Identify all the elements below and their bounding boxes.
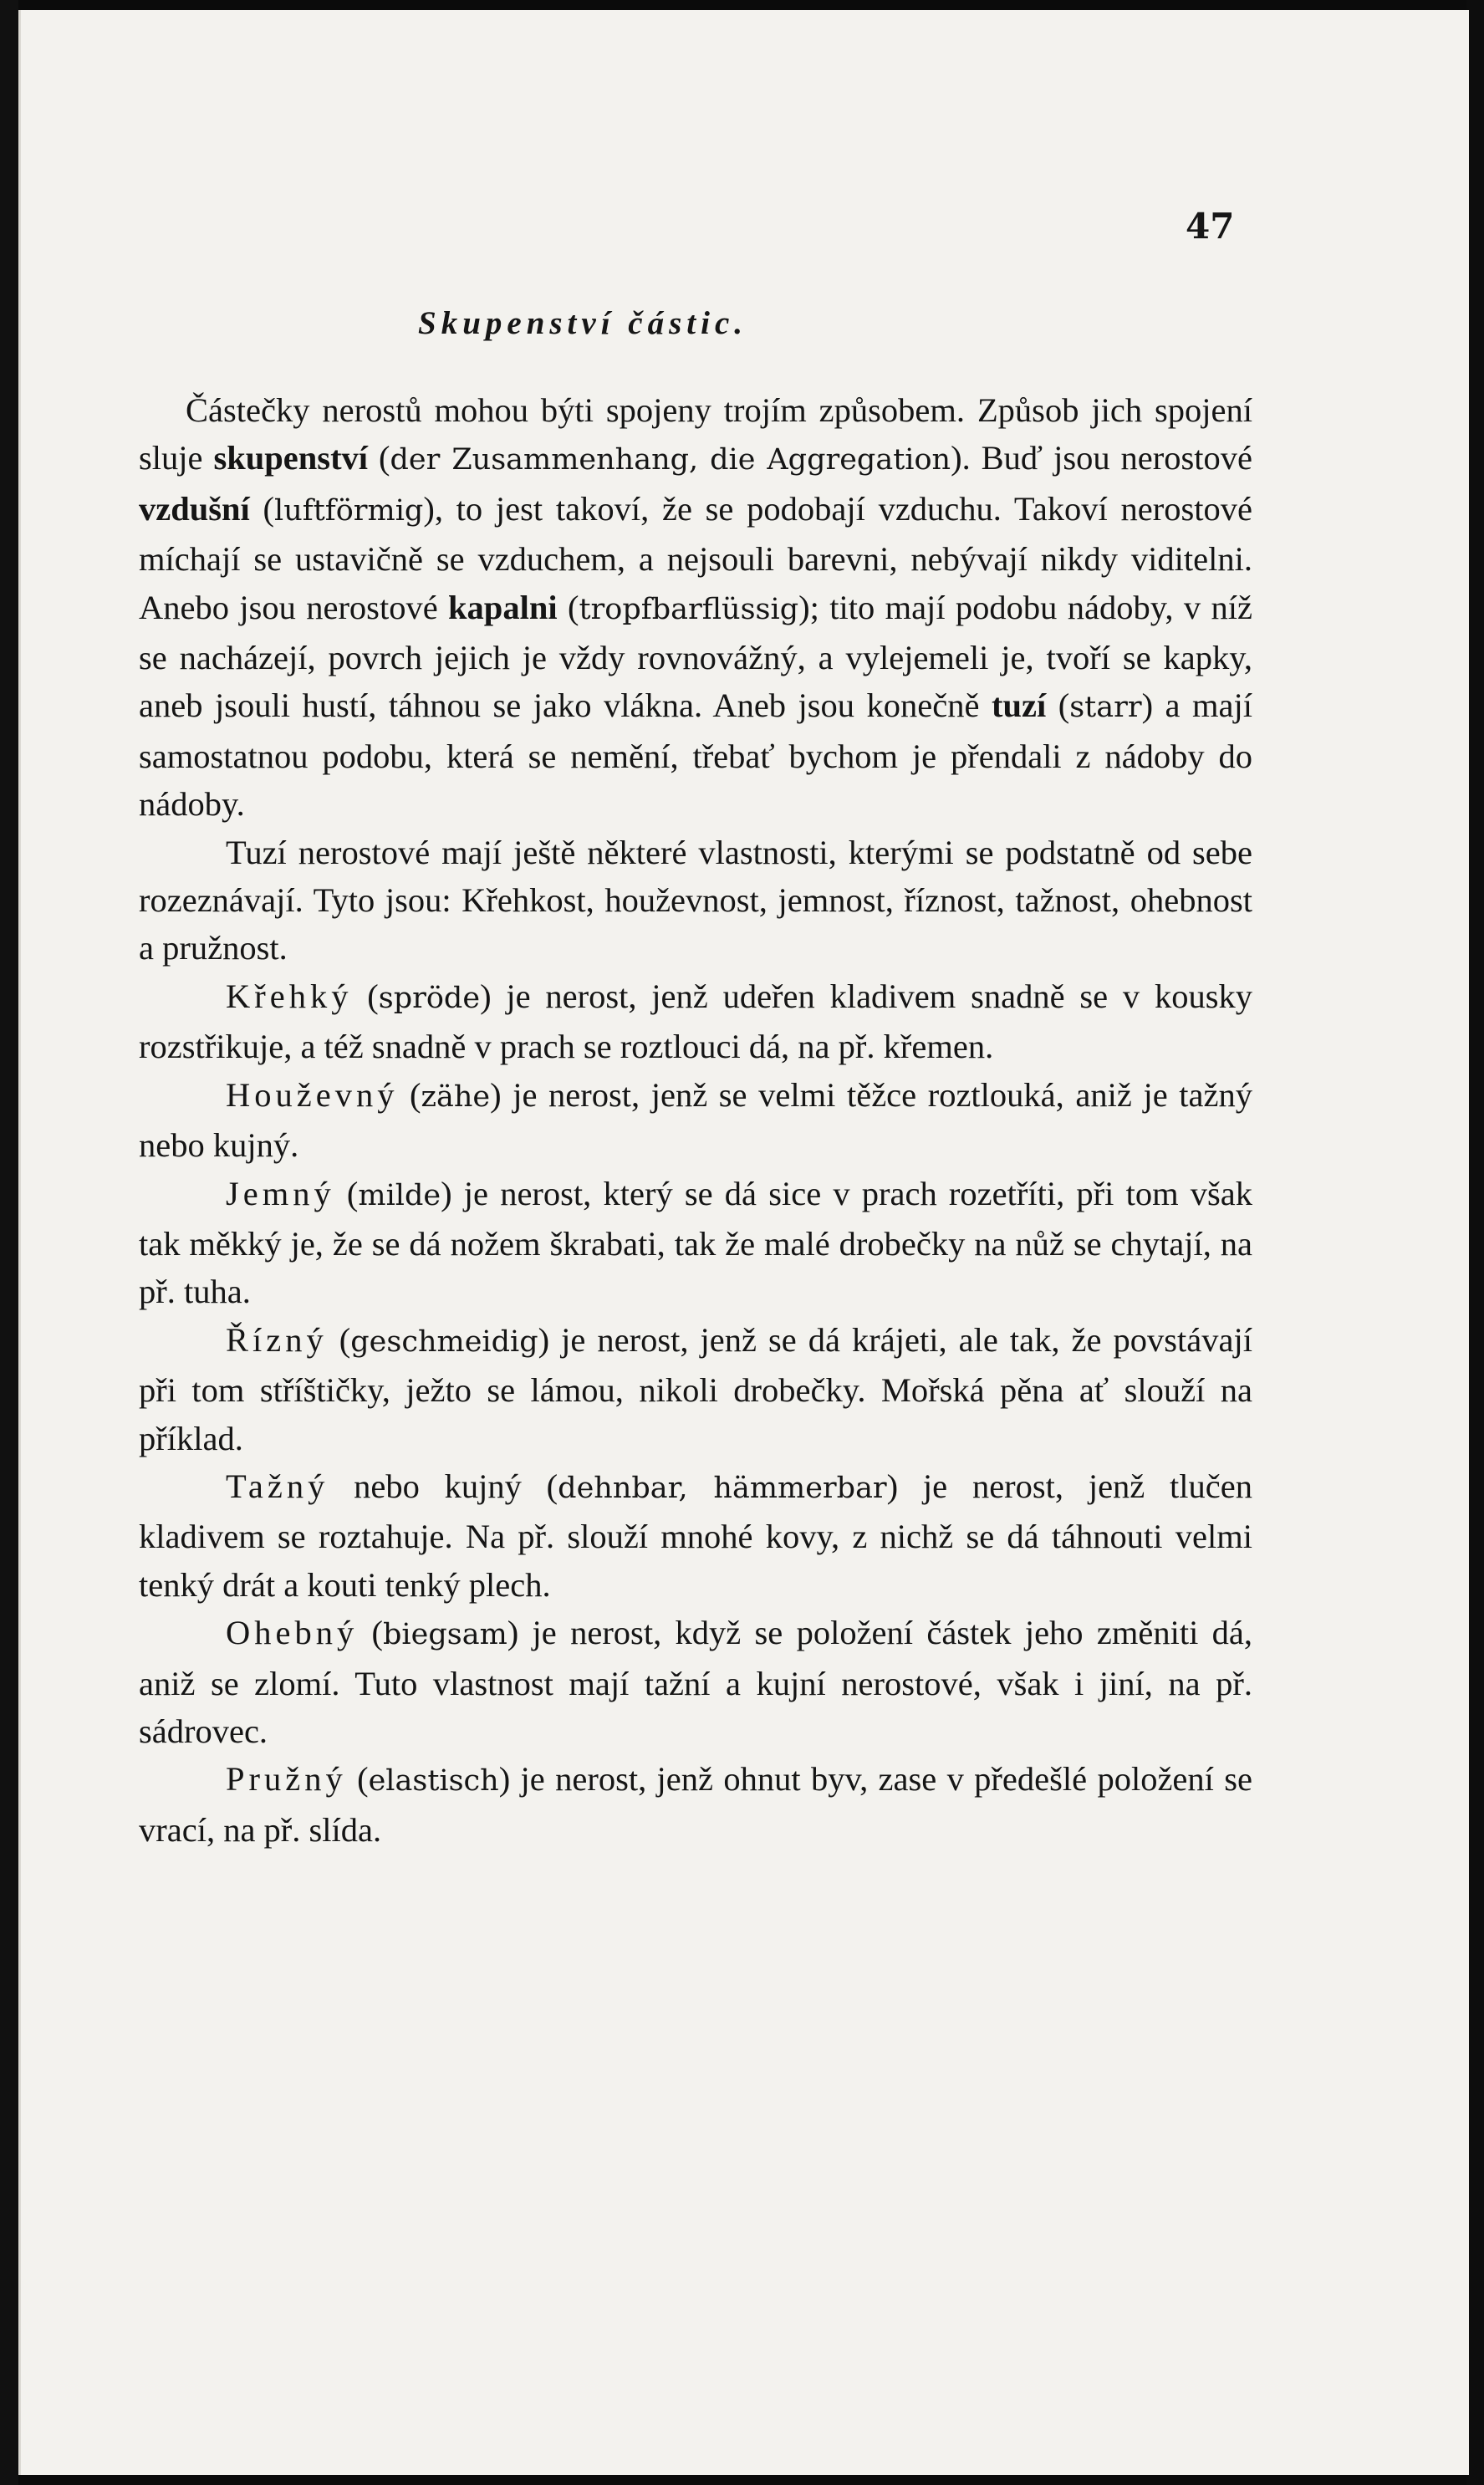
paragraph-pruzny (139, 1755, 1252, 1854)
term-pruzny: Pružný (226, 1760, 347, 1799)
german-gloss: tropfbarflüssig (579, 592, 799, 626)
paragraph-text: ( (1046, 686, 1070, 725)
paragraph-properties: Tuzí nerostové mají ještě některé vlastnosti, kterými se podstatně od sebe rozeznávají. Tyto jsou: Křehkost, houževnost, jemnost, říznost, tažnost, ohebnost a pružnost. (139, 833, 1252, 967)
paragraph-text: ( (368, 439, 390, 477)
paragraph-text: ( (249, 489, 275, 528)
paragraph-text: ). Buď jsou nerostové (951, 439, 1253, 477)
german-gloss: zähe (421, 1079, 491, 1114)
german-gloss: biegsam (383, 1618, 507, 1652)
paragraph-text: ( (327, 1320, 351, 1359)
paragraph-text: ) je nerost, jenž ohnut byv, zase v předešlé položení se vrací, na př. slída. (139, 1760, 1252, 1849)
paragraph-text: ( (398, 1075, 421, 1114)
paragraph-tazny (139, 1462, 1252, 1609)
paragraph-text: ) a mají samostatnou podobu, která se nemění, třebať bychom je přendali z nádoby do nádoby. (139, 686, 1252, 824)
term-rizny: Řízný (226, 1320, 328, 1359)
paragraph-rizny (139, 1316, 1252, 1462)
paragraph-text: nebo kujný ( (329, 1467, 558, 1505)
paragraph-krehky (139, 972, 1252, 1071)
paragraph-text: ) je nerost, jenž se velmi těžce roztlouká, aniž je tažný nebo kujný. (139, 1075, 1252, 1165)
german-gloss: elastisch (368, 1764, 499, 1799)
term-houzevny: Houževný (226, 1075, 399, 1114)
german-gloss: geschmeidig (350, 1324, 538, 1359)
german-gloss: starr (1069, 691, 1142, 725)
german-gloss: luftförmig (274, 493, 424, 528)
german-gloss: spröde (378, 981, 481, 1015)
section-title: Skupenství částic. (418, 305, 748, 341)
paragraph-text: ); tito mají podobu nádoby, v níž se nacházejí, povrch jejich je vždy rovnovážný, a vylejemeli je, tvoří se kapky, aneb jsouli hustí, táhnou se jako vlákna. Aneb jsou konečně (139, 588, 1252, 725)
term-kapalni: kapalni (448, 588, 558, 626)
paragraph-text: ), to jest takoví, že se podobají vzduchu. Takoví nerostové míchají se ustavičně se vzduchem, a nejsouli barevni, nebývají nikdy viditelni. Anebo jsou nerostové (139, 489, 1252, 626)
paragraph-text: ) je nerost, který se dá sice v prach rozetříti, při tom však tak měkký je, že se dá nožem škrabati, tak že malé drobečky na nůž se chytají, na př. tuha. (139, 1174, 1252, 1311)
paragraph-jemny (139, 1170, 1252, 1316)
paragraph-houzevny (139, 1071, 1252, 1170)
german-gloss: der Zusammenhang, die Aggregation (390, 443, 951, 477)
term-tuzi: tuzí (991, 686, 1047, 725)
paragraph-text: ) je nerost, jenž udeřen kladivem snadně se v kousky rozstřikuje, a též snadně v prach se roztlouci dá, na př. křemen. (139, 977, 1252, 1066)
paragraph-text: Částečky nerostů mohou býti spojeny trojím způsobem. Způsob jich spojení sluje (139, 391, 1252, 477)
scan-right-edge (1466, 0, 1484, 2485)
scan-left-edge (0, 0, 18, 2485)
term-ohebny: Ohebný (226, 1614, 359, 1652)
paragraph-text: ( (334, 1174, 359, 1212)
term-krehky: Křehký (226, 977, 353, 1015)
paragraph-text: ( (358, 1614, 384, 1652)
german-gloss: dehnbar, hämmerbar (558, 1471, 887, 1505)
term-skupenstvi: skupenství (213, 439, 369, 477)
body-text (139, 386, 1252, 1854)
term-jemny: Jemný (226, 1174, 335, 1212)
paragraph-text: ( (352, 977, 379, 1015)
term-vzdusni: vzdušní (139, 489, 250, 528)
paragraph-text: ( (557, 588, 579, 626)
german-gloss: milde (358, 1178, 441, 1212)
paragraph-text: ) je nerost, když se položení částek jeho změniti dá, aniž se zlomí. Tuto vlastnost mají tažní a kujní nerostové, však i jiní, na př. sádrovec. (139, 1614, 1252, 1750)
paragraph-intro (139, 386, 1252, 829)
paragraph-text: ) je nerost, jenž tlučen kladivem se roztahuje. Na př. slouží mnohé kovy, z nichž se dá táhnouti velmi tenký drát a kouti tenký plech. (139, 1467, 1252, 1604)
paragraph-text: ) je nerost, jenž se dá krájeti, ale tak, že povstávají při tom stříštičky, ježto se lámou, nikoli drobečky. Mořská pěna ať slouží na příklad. (139, 1320, 1252, 1457)
paragraph-ohebny (139, 1609, 1252, 1755)
page-number: 47 (1186, 206, 1235, 247)
term-tazny: Tažný (226, 1467, 329, 1505)
paragraph-text: ( (346, 1760, 369, 1799)
